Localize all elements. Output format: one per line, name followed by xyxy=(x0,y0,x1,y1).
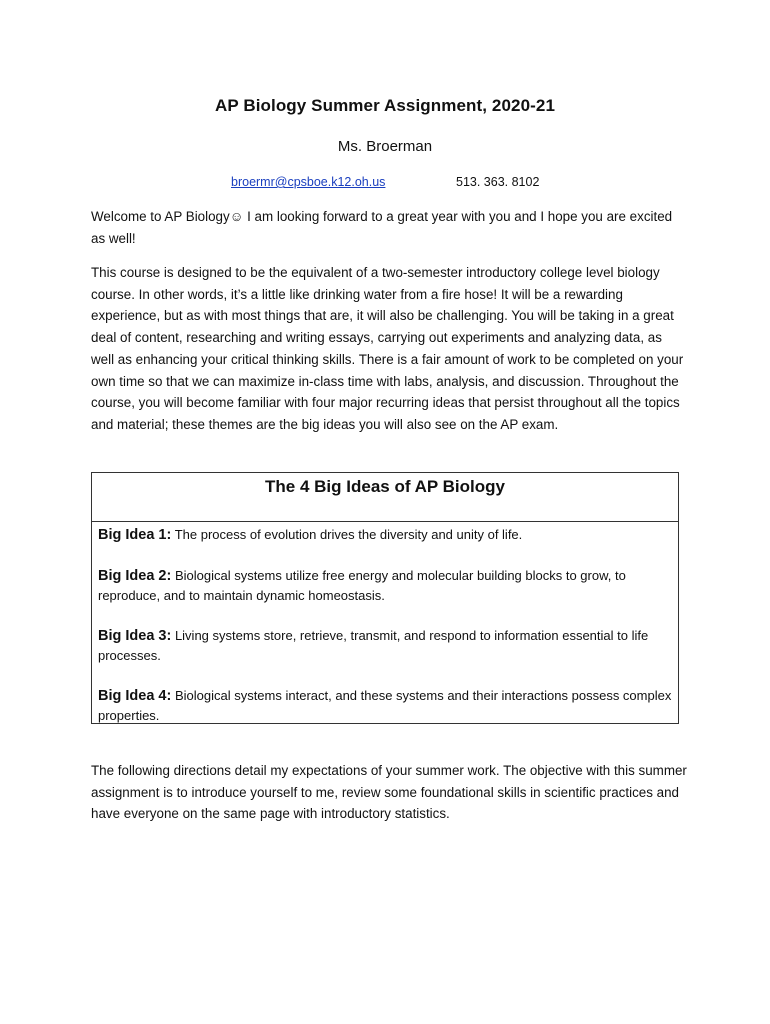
big-idea-label: Big Idea 4: xyxy=(98,688,172,704)
big-idea-item xyxy=(98,626,672,666)
big-idea-text: The process of evolution drives the diversity and unity of life. xyxy=(171,527,523,542)
big-idea-item xyxy=(98,525,672,545)
big-ideas-table xyxy=(91,472,679,724)
big-ideas-heading: The 4 Big Ideas of AP Biology xyxy=(92,473,678,522)
document-title: AP Biology Summer Assignment, 2020-21 xyxy=(214,96,556,115)
big-idea-text: Biological systems utilize free energy and molecular building blocks to grow, to reproduce, and to maintain dynamic homeostasis. xyxy=(98,568,626,603)
big-idea-label: Big Idea 1: xyxy=(98,527,172,543)
big-idea-label: Big Idea 3: xyxy=(98,628,172,644)
intro-paragraph: This course is designed to be the equivalent of a two-semester introductory college level biology course. In other words, it’s a little like drinking water from a fire hose! It will be a rewarding experience, but as with most things that are, it will also be challenging. You will be taking in a great deal of content, researching and writing essays, carrying out experiments and analyzing data, as well as enhancing your critical thinking skills. There is a fair amount of work to be completed on your own time so that we can maximize in-class time with labs, analysis, and discussion. Throughout the course, you will become familiar with four major recurring ideas that persist throughout all the topics and material; these themes are the big ideas you will also see on the AP exam. xyxy=(91,265,684,432)
big-idea-text: Living systems store, retrieve, transmit, and respond to information essential to life processes. xyxy=(98,628,649,663)
big-idea-text: Biological systems interact, and these systems and their interactions possess complex properties. xyxy=(98,688,672,723)
author-name: Ms. Broerman xyxy=(337,138,433,155)
big-idea-label: Big Idea 2: xyxy=(98,568,172,584)
phone-number: 513. 363. 8102 xyxy=(456,175,540,189)
email-link[interactable]: broermr@cpsboe.k12.oh.us xyxy=(231,175,386,189)
big-idea-item xyxy=(98,686,672,726)
big-idea-item xyxy=(98,566,672,606)
welcome-paragraph: Welcome to AP Biology☺ I am looking forward to a great year with you and I hope you are excited as well! xyxy=(91,209,673,246)
closing-paragraph: The following directions detail my expectations of your summer work. The objective with this summer assignment is to introduce yourself to me, review some foundational skills in scientific practices and have everyone on the same page with introductory statistics. xyxy=(91,763,687,822)
